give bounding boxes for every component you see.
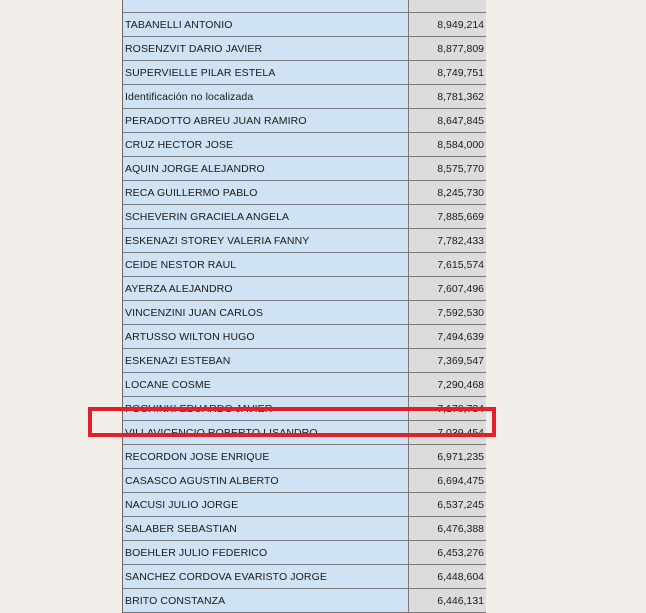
table-row (123, 373, 486, 397)
row-name: ESKENAZI STOREY VALERIA FANNY (123, 229, 409, 253)
table-row (123, 565, 486, 589)
table-row (123, 109, 486, 133)
row-name: SANCHEZ CORDOVA EVARISTO JORGE (123, 565, 409, 589)
table-row (123, 0, 486, 13)
row-name: VILLAVICENCIO ROBERTO LISANDRO (123, 421, 409, 445)
row-name: NACUSI JULIO JORGE (123, 493, 409, 517)
row-name: CRUZ HECTOR JOSE (123, 133, 409, 157)
row-name: AYERZA ALEJANDRO (123, 277, 409, 301)
row-name: VINCENZINI JUAN CARLOS (123, 301, 409, 325)
table-row (123, 517, 486, 541)
row-name: RECA GUILLERMO PABLO (123, 181, 409, 205)
row-name: SUPERVIELLE PILAR ESTELA (123, 61, 409, 85)
row-amount: 7,369,547 (409, 349, 487, 373)
table-row (123, 589, 486, 613)
row-amount: 8,575,770 (409, 157, 487, 181)
table-row (123, 157, 486, 181)
row-amount: 8,781,362 (409, 85, 487, 109)
table-row (123, 301, 486, 325)
row-name: ARTUSSO WILTON HUGO (123, 325, 409, 349)
table-row (123, 541, 486, 565)
row-name: RECORDON JOSE ENRIQUE (123, 445, 409, 469)
row-amount: 7,592,530 (409, 301, 487, 325)
table-row (123, 349, 486, 373)
row-name: ROSENZVIT DARIO JAVIER (123, 37, 409, 61)
row-name: SCHEVERIN GRACIELA ANGELA (123, 205, 409, 229)
row-name: SALABER SEBASTIAN (123, 517, 409, 541)
row-amount: 6,446,131 (409, 589, 487, 613)
row-amount: 7,885,669 (409, 205, 487, 229)
row-name: BOEHLER JULIO FEDERICO (123, 541, 409, 565)
row-amount: 7,170,734 (409, 397, 487, 421)
row-amount: 7,607,496 (409, 277, 487, 301)
table-row (123, 181, 486, 205)
row-amount: 7,039,454 (409, 421, 487, 445)
row-amount: 8,877,809 (409, 37, 487, 61)
row-amount: 7,494,639 (409, 325, 487, 349)
row-amount: 7,782,433 (409, 229, 487, 253)
table-row (123, 229, 486, 253)
ranking-table (122, 0, 482, 613)
row-amount: 8,647,845 (409, 109, 487, 133)
row-amount: 6,476,388 (409, 517, 487, 541)
row-amount (409, 0, 487, 13)
table-row (123, 37, 486, 61)
row-name: CEIDE NESTOR RAUL (123, 253, 409, 277)
row-amount: 6,694,475 (409, 469, 487, 493)
table-row (123, 253, 486, 277)
row-name: CASASCO AGUSTIN ALBERTO (123, 469, 409, 493)
table-row (123, 445, 486, 469)
table-row (123, 13, 486, 37)
highlight-box (88, 407, 496, 437)
table-body (123, 0, 486, 613)
table-row (123, 205, 486, 229)
row-name: TABANELLI ANTONIO (123, 13, 409, 37)
row-name (123, 0, 409, 13)
row-amount: 6,448,604 (409, 565, 487, 589)
table-row (123, 469, 486, 493)
row-amount: 7,290,468 (409, 373, 487, 397)
row-name: ESKENAZI ESTEBAN (123, 349, 409, 373)
row-amount: 8,749,751 (409, 61, 487, 85)
row-amount: 8,949,214 (409, 13, 487, 37)
table-row (123, 61, 486, 85)
row-name: LOCANE COSME (123, 373, 409, 397)
row-name: PERADOTTO ABREU JUAN RAMIRO (123, 109, 409, 133)
row-name: BRITO CONSTANZA (123, 589, 409, 613)
row-amount: 8,245,730 (409, 181, 487, 205)
table-row (123, 133, 486, 157)
table-row (123, 325, 486, 349)
row-name: AQUIN JORGE ALEJANDRO (123, 157, 409, 181)
row-name: POCHINKI EDUARDO JAVIER (123, 397, 409, 421)
table-row (123, 85, 486, 109)
table-row (123, 493, 486, 517)
row-amount: 6,453,276 (409, 541, 487, 565)
table-row (123, 277, 486, 301)
row-amount: 6,971,235 (409, 445, 487, 469)
row-name: Identificación no localizada (123, 85, 409, 109)
row-amount: 6,537,245 (409, 493, 487, 517)
row-amount: 8,584,000 (409, 133, 487, 157)
row-amount: 7,615,574 (409, 253, 487, 277)
